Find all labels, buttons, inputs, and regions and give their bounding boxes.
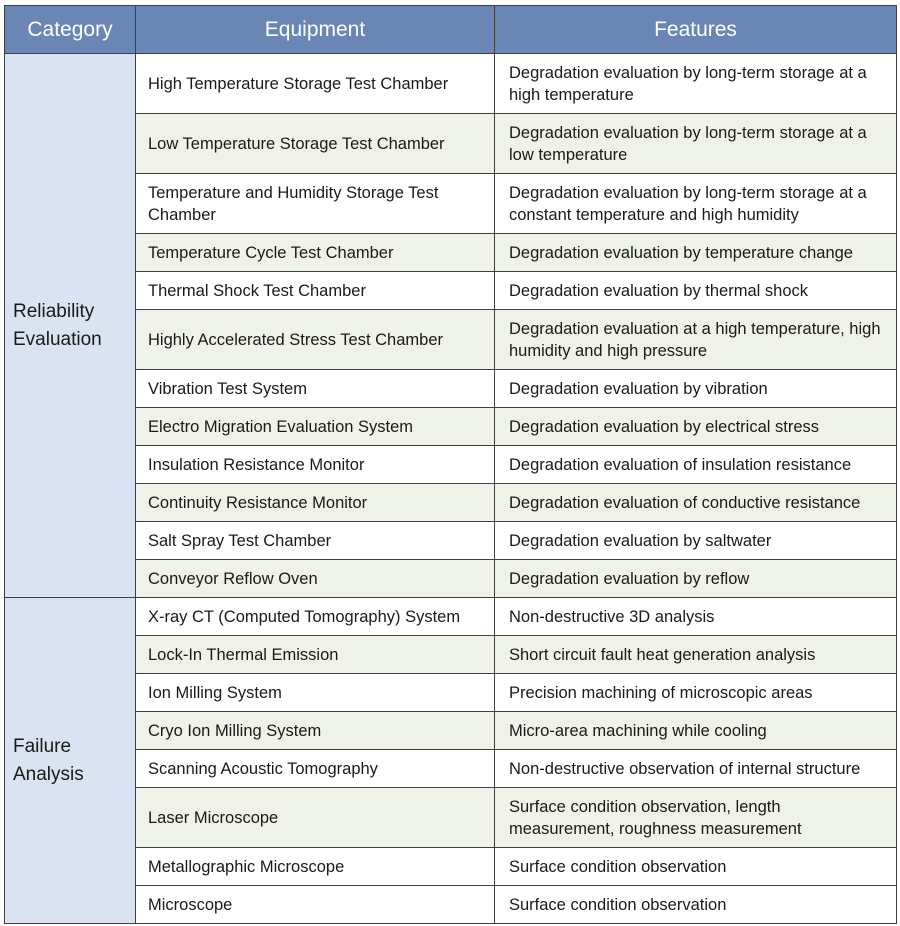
features-cell: Non-destructive observation of internal structure [495,750,897,788]
table-row [5,522,897,560]
table-row [5,712,897,750]
features-cell: Degradation evaluation by long-term storage at a high temperature [495,54,897,114]
equipment-cell: Salt Spray Test Chamber [136,522,495,560]
equipment-cell: Highly Accelerated Stress Test Chamber [136,310,495,370]
table-row [5,272,897,310]
category-cell: Failure Analysis [5,598,136,924]
features-cell: Degradation evaluation by vibration [495,370,897,408]
features-cell: Degradation evaluation by saltwater [495,522,897,560]
equipment-cell: Electro Migration Evaluation System [136,408,495,446]
equipment-cell: Microscope [136,886,495,924]
table-row [5,370,897,408]
features-cell: Degradation evaluation of insulation resistance [495,446,897,484]
equipment-cell: Laser Microscope [136,788,495,848]
equipment-cell: Scanning Acoustic Tomography [136,750,495,788]
features-cell: Degradation evaluation by electrical stress [495,408,897,446]
features-cell: Surface condition observation [495,848,897,886]
header-features: Features [495,6,897,54]
equipment-cell: Lock-In Thermal Emission [136,636,495,674]
features-cell: Degradation evaluation by long-term storage at a low temperature [495,114,897,174]
equipment-cell: Cryo Ion Milling System [136,712,495,750]
table-row [5,750,897,788]
equipment-cell: Insulation Resistance Monitor [136,446,495,484]
equipment-cell: Low Temperature Storage Test Chamber [136,114,495,174]
table-row [5,886,897,924]
features-cell: Degradation evaluation by long-term storage at a constant temperature and high humidity [495,174,897,234]
equipment-table [4,5,897,924]
equipment-cell: Ion Milling System [136,674,495,712]
header-equipment: Equipment [136,6,495,54]
table-row [5,636,897,674]
features-cell: Short circuit fault heat generation analysis [495,636,897,674]
equipment-cell: Conveyor Reflow Oven [136,560,495,598]
equipment-cell: Thermal Shock Test Chamber [136,272,495,310]
table-row [5,598,897,636]
category-cell: Reliability Evaluation [5,54,136,598]
features-cell: Degradation evaluation by reflow [495,560,897,598]
features-cell: Non-destructive 3D analysis [495,598,897,636]
features-cell: Precision machining of microscopic areas [495,674,897,712]
features-cell: Degradation evaluation at a high temperature, high humidity and high pressure [495,310,897,370]
table-row [5,848,897,886]
equipment-cell: High Temperature Storage Test Chamber [136,54,495,114]
table-row [5,788,897,848]
features-cell: Surface condition observation, length measurement, roughness measurement [495,788,897,848]
table-row [5,234,897,272]
table-row [5,674,897,712]
equipment-cell: Continuity Resistance Monitor [136,484,495,522]
equipment-cell: Temperature Cycle Test Chamber [136,234,495,272]
table-body [5,54,897,924]
table-row [5,446,897,484]
features-cell: Degradation evaluation by temperature change [495,234,897,272]
table-row [5,310,897,370]
features-cell: Micro-area machining while cooling [495,712,897,750]
header-category: Category [5,6,136,54]
equipment-cell: Vibration Test System [136,370,495,408]
equipment-cell: Metallographic Microscope [136,848,495,886]
header-row [5,6,897,54]
equipment-cell: Temperature and Humidity Storage Test Chamber [136,174,495,234]
table-row [5,174,897,234]
table-row [5,484,897,522]
table-row [5,114,897,174]
table-row [5,560,897,598]
table-row [5,408,897,446]
equipment-cell: X-ray CT (Computed Tomography) System [136,598,495,636]
features-cell: Surface condition observation [495,886,897,924]
table-row [5,54,897,114]
features-cell: Degradation evaluation by thermal shock [495,272,897,310]
features-cell: Degradation evaluation of conductive resistance [495,484,897,522]
